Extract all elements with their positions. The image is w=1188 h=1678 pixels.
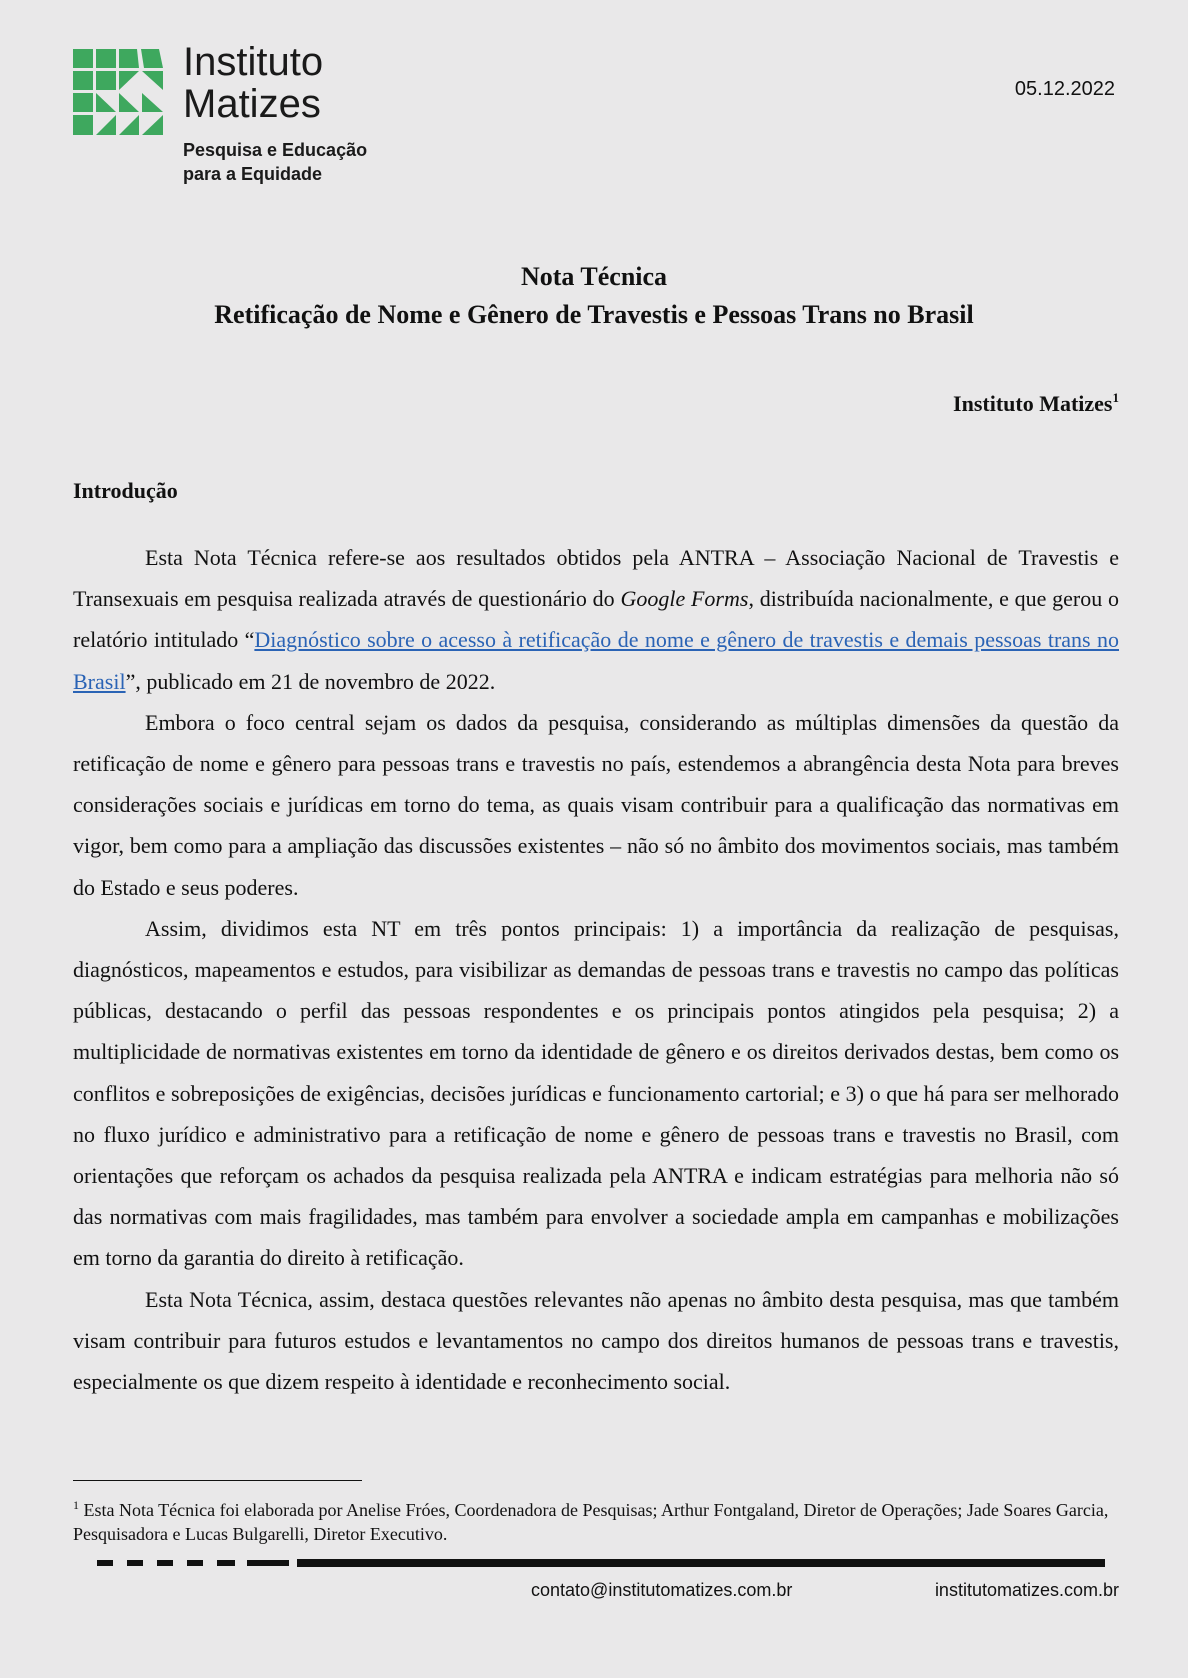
- author-footnote-mark[interactable]: 1: [1112, 390, 1119, 405]
- footer-email[interactable]: contato@institutomatizes.com.br: [531, 1580, 793, 1600]
- p1-text-c: ”, publicado em 21 de novembro de 2022.: [125, 668, 496, 694]
- document-title: Nota Técnica: [520, 262, 668, 291]
- footnote-text: Esta Nota Técnica foi elaborada por Anelise Fróes, Coordenadora de Pesquisas; Arthur Fontgaland, Diretor de Operações; Jade Soares Garcia, Pesquisadora e Lucas Bulgarelli, Diretor Executivo.: [73, 1500, 1109, 1544]
- institute-logo: [73, 40, 403, 187]
- footnote-rule: [73, 1480, 362, 1481]
- logo-tagline-line-1: Pesquisa e Educação: [183, 140, 368, 160]
- footnote-mark: 1: [73, 1498, 79, 1512]
- body-text: [73, 537, 1119, 1402]
- paragraph-4: Esta Nota Técnica, assim, destaca questões relevantes não apenas no âmbito desta pesquisa, mas que também visam contribuir para futuros estudos e levantamentos no campo dos direitos humanos de pessoas trans e travestis, especialmente os que dizem respeito à identidade e reconhecimento social.: [73, 1286, 1119, 1395]
- p1-text-a: Esta Nota Técnica refere-se aos resultados obtidos pela ANTRA – Associação Nacional de Travestis e Transexuais em pesquisa realizada através de questionário do: [73, 545, 1119, 612]
- logo-tagline-line-2: para a Equidade: [183, 164, 323, 184]
- footer-dashed-rule: [97, 1558, 1117, 1568]
- document-subtitle: Retificação de Nome e Gênero de Travestis e Pessoas Trans no Brasil: [214, 300, 974, 329]
- section-heading: Introdução: [73, 478, 178, 503]
- paragraph-2: Embora o foco central sejam os dados da pesquisa, considerando as múltiplas dimensões da questão da retificação de nome e gênero para pessoas trans e travestis no país, estendemos a abrangência desta Nota para breves considerações sociais e jurídicas em torno do tema, as quais visam contribuir para a qualificação das normativas em vigor, bem como para a ampliação das discussões existentes – não só no âmbito dos movimentos sociais, mas também do Estado e seus poderes.: [73, 709, 1119, 900]
- paragraph-3: Assim, dividimos esta NT em três pontos principais: 1) a importância da realização de pesquisas, diagnósticos, mapeamentos e estudos, para visibilizar as demandas de pessoas trans e travestis no campo das políticas públicas, destacando o perfil das pessoas respondentes e os principais pontos atingidos pela pesquisa; 2) a multiplicidade de normativas existentes em torno da identidade de gênero e os direitos derivados destas, bem como os conflitos e sobreposições de exigências, decisões jurídicas e funcionamento cartorial; e 3) o que há para ser melhorado no fluxo jurídico e administrativo para a retificação de nome e gênero de pessoas trans e travestis no Brasil, com orientações que reforçam os achados da pesquisa realizada pela ANTRA e indicam estratégias para melhoria não só das normativas com mais fragilidades, mas também para envolver a sociedade ampla em campanhas e mobilizações em torno da garantia do direito à retificação.: [73, 915, 1119, 1271]
- logo-name-line-1: Instituto: [183, 40, 324, 84]
- footnote: [73, 1493, 1119, 1546]
- paragraph-1: [73, 537, 1119, 702]
- author-line: [953, 390, 1119, 417]
- footer-website[interactable]: institutomatizes.com.br: [934, 1580, 1119, 1600]
- logo-mark-icon: [73, 49, 163, 139]
- logo-tagline: [183, 138, 367, 186]
- document-date: 05.12.2022: [1014, 78, 1115, 100]
- p1-text-b: , distribuída nacionalmente, e que gerou o relatório intitulado “: [73, 586, 1120, 653]
- logo-wordmark: [183, 41, 323, 125]
- author-name: Instituto Matizes: [953, 391, 1113, 416]
- logo-name-line-2: Matizes: [183, 82, 321, 126]
- report-link[interactable]: Diagnóstico sobre o acesso à retificação de nome e gênero de travestis e demais pessoas trans no Brasil: [73, 627, 1119, 694]
- p1-italic: Google Forms: [620, 586, 749, 612]
- title-block: [0, 258, 1188, 334]
